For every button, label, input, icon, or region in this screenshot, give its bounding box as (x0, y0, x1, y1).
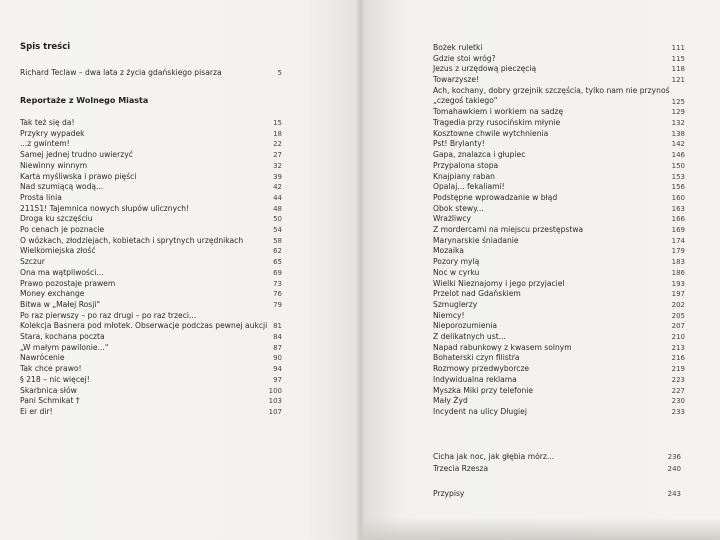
toc-entry-label: Tragedia przy rusocińskim młynie (433, 118, 561, 127)
toc-entry-page: 243 (667, 490, 681, 498)
toc-entry-page: 160 (671, 193, 685, 202)
toc-entry-label: Wielki Nieznajomy i jego przyjaciel (433, 278, 565, 288)
toc-entry-page: 174 (671, 236, 685, 245)
toc-entry-page: 111 (671, 44, 685, 52)
toc-entry-label: Przypisy (433, 489, 465, 498)
toc-entry-page: 107 (268, 407, 282, 416)
toc-entry-label: Gdzie stoi wróg? (433, 53, 496, 63)
toc-entry-label: Szmuglerzy (433, 299, 478, 309)
toc-entry-page: 103 (268, 397, 282, 406)
toc-entry-page: 219 (671, 365, 685, 374)
toc-entry-label: Pst! Brylanty! (433, 139, 485, 149)
toc-entry-page: 223 (671, 375, 685, 384)
toc-entry-label: ...z gwintem! (20, 139, 70, 149)
toc-entry-page: 169 (671, 226, 685, 234)
toc-entry-label: Kolekcja Basnera pod młotek. Obserwacje podczas pewnej aukcji (20, 321, 268, 331)
toc-entry-label: Mały Żyd (433, 396, 468, 406)
toc-entry-page: 62 (273, 247, 282, 256)
toc-entry-label: Bohaterski czyn filistra (433, 353, 520, 363)
toc-entry-label: Jezus z urzędową pieczęcią (433, 64, 537, 74)
toc-entry-label: Przypalona stopa (433, 160, 499, 170)
toc-entry-label: O wózkach, złodziejach, kobietach i sprytnych urzędnikach (20, 235, 244, 245)
toc-entry-page: 153 (671, 172, 685, 181)
toc-entry-page: 58 (273, 236, 282, 245)
book-gutter (355, 0, 365, 540)
toc-entry-page: 5 (277, 69, 282, 77)
toc-entry-page: 210 (671, 333, 685, 341)
toc-entry-page: 18 (273, 129, 282, 138)
toc-title: Spis treści (20, 42, 71, 52)
toc-entry-label: § 218 – nic więcej! (20, 374, 90, 384)
toc-entry-label: Tak chce prawo! (20, 364, 82, 374)
toc-entry-page: 50 (273, 215, 282, 224)
toc-entry-label: Richard Teclaw – dwa lata z życia gdańskiego pisarza (20, 68, 222, 77)
toc-entry-label: Towarzysze! (433, 75, 480, 85)
toc-entry-label: Ei er dir! (20, 406, 53, 416)
toc-entry-page: 207 (671, 322, 685, 331)
toc-entry-page: 150 (671, 161, 685, 170)
toc-entry-label: Indywidualna reklama (433, 374, 517, 384)
toc-entry-label: Po raz pierwszy – po raz drugi – po raz trzeci... (20, 310, 197, 320)
toc-entry-page: 76 (273, 290, 282, 299)
toc-entry-page: 183 (671, 258, 685, 267)
toc-entry-label: Karta myśliwska i prawo pięści (20, 171, 137, 181)
toc-entry-page: 90 (273, 354, 282, 363)
toc-entry-page: 213 (671, 343, 685, 352)
toc-entry-page: 236 (667, 453, 681, 461)
right-page (360, 0, 720, 540)
toc-entry-page: 166 (671, 215, 685, 224)
toc-entry-label: Z mordercami na miejscu przestępstwa (433, 225, 584, 234)
toc-entry-label: Pozory mylą (433, 257, 480, 267)
toc-entry-page: 79 (273, 300, 282, 309)
toc-entry-label: Gapa, znalazca i głupiec (433, 150, 526, 160)
toc-entry-label: Ach, kochany, dobry grzejnik szczęścia, tylko nam nie przynoś „czegoś takiego" (433, 85, 670, 106)
toc-entry-page: 84 (273, 333, 282, 341)
toc-entry-label: Opalaj... fekaliami! (433, 182, 505, 192)
toc-entry-label: Ona ma wątpliwości... (20, 267, 104, 277)
toc-entry-page: 44 (273, 193, 282, 202)
toc-entry-label: Trzecia Rzesza (433, 464, 489, 473)
toc-entry-label: Kosztowne chwile wytchnienia (433, 128, 549, 138)
toc-entry-label: Samej jednej trudno uwierzyć (20, 150, 133, 160)
toc-entry-page: 81 (273, 322, 282, 331)
toc-entry-label: Nawrócenie (20, 353, 65, 363)
toc-entry-page: 48 (273, 204, 282, 213)
toc-entry-page: 73 (273, 279, 282, 288)
toc-entry-label: Prawo pozostaje prawem (20, 278, 116, 288)
toc-entry-page: 142 (671, 140, 685, 149)
toc-entry-label: Wielkomiejska złość (20, 246, 96, 256)
section-heading: Reportaże z Wolnego Miasta (20, 96, 149, 105)
toc-entry-label: Money exchange (20, 289, 85, 299)
toc-entry-page: 216 (671, 354, 685, 363)
toc-entry-label: Po cenach je poznacie (20, 225, 105, 234)
toc-entry-page: 205 (671, 311, 685, 320)
toc-entry-page: 115 (671, 54, 685, 63)
toc-entry-page: 22 (273, 140, 282, 149)
toc-entry-page: 42 (273, 183, 282, 192)
toc-entry-page: 121 (671, 76, 685, 85)
toc-entry-label: Noc w cyrku (433, 267, 480, 277)
toc-entry-label: Rozmowy przedwyborcze (433, 364, 530, 374)
toc-entry-label: Bożek ruletki (433, 43, 483, 52)
toc-entry-page: 125 (671, 97, 685, 106)
toc-entry-page: 240 (667, 465, 681, 473)
toc-entry-label: Skarbnica słów (20, 385, 77, 395)
toc-entry-page: 54 (273, 226, 282, 234)
toc-entry-page: 156 (671, 183, 685, 192)
toc-entry-label: Obok stewy... (433, 203, 484, 213)
toc-entry-label: Marynarskie śniadanie (433, 235, 519, 245)
toc-entry-label: Stara, kochana poczta (20, 332, 105, 341)
toc-entry-page: 163 (671, 204, 685, 213)
toc-entry-page: 94 (273, 365, 282, 374)
toc-entry-label: Niewinny winnym (20, 160, 88, 170)
toc-entry-label: 21151! Tajemnica nowych słupów ulicznych! (20, 203, 190, 213)
toc-entry-page: 97 (273, 375, 282, 384)
toc-entry-label: Szczur (20, 257, 45, 267)
toc-entry-label: Tomahawkiem i workiem na sadzę (433, 107, 564, 117)
toc-entry-page: 146 (671, 151, 685, 160)
toc-entry-label: Droga ku szczęściu (20, 214, 93, 224)
toc-entry-label: Z delikatnych ust... (433, 332, 506, 341)
toc-entry-page: 27 (273, 151, 282, 160)
toc-entry-label: Nieporozumienia (433, 321, 498, 331)
toc-entry-label: Tak też się da! (20, 118, 75, 127)
toc-entry-label: Wrażliwcy (433, 214, 472, 224)
toc-entry-page: 179 (671, 247, 685, 256)
toc-entry-label: Pani Schmikat † (20, 396, 80, 406)
toc-entry-page: 227 (671, 386, 685, 395)
toc-entry-page: 15 (273, 119, 282, 127)
toc-entry-page: 230 (671, 397, 685, 406)
toc-entry-page: 118 (671, 65, 685, 74)
toc-entry-page: 202 (671, 300, 685, 309)
toc-entry-page: 129 (671, 108, 685, 117)
toc-entry-label: Podstępne wprowadzanie w błąd (433, 192, 558, 202)
toc-entry-label: Knajpiany raban (433, 171, 495, 181)
toc-entry-label: Incydent na ulicy Długiej (433, 406, 527, 416)
toc-entry-label: Prosta linia (20, 192, 62, 202)
toc-entry-label: „W małym pawilonie..." (20, 342, 109, 352)
toc-entry-label: Bitwa w „Małej Rosji" (20, 299, 100, 309)
toc-entry-page: 87 (273, 343, 282, 352)
toc-entry-page: 39 (273, 172, 282, 181)
toc-entry-page: 69 (273, 268, 282, 277)
toc-entry-page: 186 (671, 268, 685, 277)
toc-entry-page: 65 (273, 258, 282, 267)
toc-entry-label: Niemcy! (433, 310, 465, 320)
toc-entry-label: Cicha jak noc, jak głębia mórz... (433, 452, 555, 461)
toc-entry-page: 138 (671, 129, 685, 138)
toc-entry-label: Myszka Miki przy telefonie (433, 385, 534, 395)
toc-entry-label: Napad rabunkowy z kwasem solnym (433, 342, 572, 352)
toc-entry-label: Przelot nad Gdańskiem (433, 289, 521, 299)
toc-entry-page: 132 (671, 119, 685, 127)
toc-entry-page: 197 (671, 290, 685, 299)
page-bottom-edge (360, 518, 720, 540)
toc-entry-page: 233 (671, 407, 685, 416)
toc-entry-label: Nad szumiącą wodą... (20, 182, 104, 192)
toc-entry-page: 100 (268, 386, 282, 395)
toc-entry-label: Przykry wypadek (20, 128, 85, 138)
toc-entry-page: 32 (273, 161, 282, 170)
toc-entry-label: Mozaika (433, 246, 464, 256)
toc-entry-page: 193 (671, 279, 685, 288)
